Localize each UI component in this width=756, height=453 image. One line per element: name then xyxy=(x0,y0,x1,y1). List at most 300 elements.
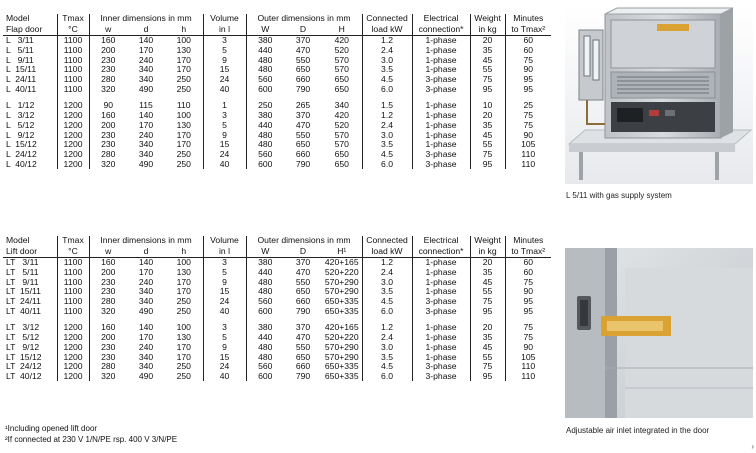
table-cell: 75 xyxy=(505,55,551,65)
table-cell: 470 xyxy=(295,119,311,130)
photo-caption-1: L 5/11 with gas supply system xyxy=(566,191,672,200)
table-cell: 340 xyxy=(138,296,154,307)
table-cell: 230 xyxy=(89,130,127,140)
table-cell: 105 xyxy=(505,140,551,150)
table-cell: 1200 xyxy=(57,111,89,121)
subhead-load: load kW xyxy=(362,247,412,258)
table-cell: 1-phase xyxy=(412,140,470,150)
table-cell: 480 xyxy=(246,140,284,150)
model-cell: L 24/11 xyxy=(6,74,37,85)
table-cell: 200 xyxy=(89,333,127,343)
table-cell: 95 xyxy=(470,372,505,382)
table-cell: 110 xyxy=(176,100,191,111)
table-cell: 1100 xyxy=(57,65,89,75)
table-cell: 1.2 xyxy=(362,36,412,46)
table-cell: 3.5 xyxy=(362,287,412,297)
table-cell: 110 xyxy=(505,159,551,169)
table-cell: 45 xyxy=(470,343,505,353)
lift-door-table-body xyxy=(3,258,551,382)
table-cell: 340 xyxy=(138,139,154,150)
photo-caption-2: Adjustable air inlet integrated in the door xyxy=(566,426,710,435)
table-cell: 1-phase xyxy=(412,65,470,75)
table-cell: 20 xyxy=(470,36,505,46)
model-cell: LT 9/12 xyxy=(6,341,40,352)
subhead-w: w xyxy=(89,25,127,36)
table-cell: 790 xyxy=(295,158,311,169)
model-cell: L 40/11 xyxy=(6,83,37,94)
table-cell: 9 xyxy=(203,343,246,353)
table-cell: 15 xyxy=(203,352,246,362)
table-cell: 340 xyxy=(138,64,154,75)
table-cell: 1.2 xyxy=(362,258,412,268)
table-cell: 1-phase xyxy=(412,277,470,287)
model-cell: LT 3/12 xyxy=(6,322,40,333)
table-cell: 520+220 xyxy=(324,267,359,278)
table-cell: 35 xyxy=(470,121,505,131)
air-inlet-photo xyxy=(565,248,753,418)
table-cell: 3-phase xyxy=(412,306,470,316)
model-cell: L 15/11 xyxy=(6,64,37,75)
subhead-volume-unit: in l xyxy=(203,247,246,258)
col-volume: Volume xyxy=(203,236,246,247)
table-cell: 2.4 xyxy=(362,121,412,131)
table-cell: 1100 xyxy=(57,287,89,297)
table-cell: 650 xyxy=(295,351,311,362)
col-tmax: Tmax xyxy=(57,236,89,247)
table-cell: 230 xyxy=(89,140,127,150)
subhead-H: H¹ xyxy=(322,247,362,258)
group-spacer xyxy=(3,94,551,101)
table-cell: 55 xyxy=(470,140,505,150)
table-cell: 520 xyxy=(334,119,349,130)
table-cell: 90 xyxy=(505,65,551,75)
table-cell: 95 xyxy=(470,159,505,169)
col-tmax: Tmax xyxy=(57,14,89,25)
table-cell: 3 xyxy=(203,258,246,268)
table-cell: 200 xyxy=(89,121,127,131)
table-cell: 440 xyxy=(246,46,284,56)
col-outer-dimensions: Outer dimensions in mm xyxy=(246,14,362,25)
table-cell: 240 xyxy=(138,341,154,352)
table-row xyxy=(3,130,551,140)
table-cell: 2.4 xyxy=(362,46,412,56)
table-cell: 3.5 xyxy=(362,65,412,75)
table-cell: 4.5 xyxy=(362,362,412,372)
subhead-unit: °C xyxy=(57,247,89,258)
table-row xyxy=(3,277,551,287)
table-cell: 1-phase xyxy=(412,323,470,333)
table-cell: 1100 xyxy=(57,258,89,268)
table-cell: 25 xyxy=(505,101,551,111)
table-cell: 340 xyxy=(138,361,154,372)
model-cell: L 15/12 xyxy=(6,139,37,150)
table-row xyxy=(3,65,551,75)
table-cell: 570 xyxy=(334,129,349,140)
subhead-D: D xyxy=(284,25,322,36)
table-cell: 95 xyxy=(505,306,551,316)
table-row xyxy=(3,268,551,278)
table-cell: 320 xyxy=(89,306,127,316)
table-cell: 90 xyxy=(505,130,551,140)
model-cell: LT 3/11 xyxy=(6,257,39,268)
table-cell: 1 xyxy=(203,101,246,111)
table-cell: 320 xyxy=(89,84,127,94)
table-cell: 9 xyxy=(203,130,246,140)
table-cell: 1100 xyxy=(57,75,89,85)
table-row xyxy=(3,84,551,94)
table-cell: 3-phase xyxy=(412,297,470,307)
table-cell: 140 xyxy=(138,322,154,333)
table-cell: 3-phase xyxy=(412,75,470,85)
model-cell: LT 15/12 xyxy=(6,351,42,362)
table-cell: 90 xyxy=(505,343,551,353)
table-cell: 75 xyxy=(505,323,551,333)
table-cell: 480 xyxy=(246,343,284,353)
table-cell: 340 xyxy=(138,148,154,159)
table-cell: 440 xyxy=(246,333,284,343)
table-cell: 170 xyxy=(176,139,191,150)
table-cell: 24 xyxy=(203,362,246,372)
table-row xyxy=(3,55,551,65)
table-cell: 3.0 xyxy=(362,277,412,287)
table-cell: 560 xyxy=(246,150,284,160)
table-cell: 55 xyxy=(470,352,505,362)
table-cell: 660 xyxy=(295,74,311,85)
flap-door-table-body xyxy=(3,36,551,169)
table-cell: 4.5 xyxy=(362,150,412,160)
table-cell: 40 xyxy=(203,306,246,316)
table-cell: 160 xyxy=(89,36,127,46)
table-cell: 170 xyxy=(176,351,191,362)
table-cell: 35 xyxy=(470,268,505,278)
table-cell: 420 xyxy=(334,35,349,46)
table-cell: 650 xyxy=(295,139,311,150)
table-cell: 480 xyxy=(246,287,284,297)
table-cell: 380 xyxy=(246,323,284,333)
table-cell: 1-phase xyxy=(412,46,470,56)
table-cell: 75 xyxy=(505,277,551,287)
table-cell: 90 xyxy=(89,101,127,111)
table-cell: 1-phase xyxy=(412,36,470,46)
table-cell: 1-phase xyxy=(412,343,470,353)
table-cell: 1200 xyxy=(57,159,89,169)
table-cell: 790 xyxy=(295,305,311,316)
table-cell: 15 xyxy=(203,140,246,150)
table-row xyxy=(3,150,551,160)
table-cell: 5 xyxy=(203,333,246,343)
table-row xyxy=(3,46,551,56)
footnotes xyxy=(5,423,177,445)
table-cell: 600 xyxy=(246,372,284,382)
col-connected: Connected xyxy=(362,14,412,25)
table-cell: 170 xyxy=(138,267,154,278)
table-cell: 660 xyxy=(295,148,311,159)
table-row xyxy=(3,121,551,131)
table-cell: 520 xyxy=(334,45,349,56)
table-cell: 3-phase xyxy=(412,362,470,372)
table-cell: 1200 xyxy=(57,362,89,372)
subhead-W: W xyxy=(246,247,284,258)
table-row xyxy=(3,343,551,353)
table-cell: 1100 xyxy=(57,268,89,278)
table-cell: 230 xyxy=(89,352,127,362)
table-cell: 470 xyxy=(295,267,311,278)
table-cell: 75 xyxy=(505,111,551,121)
table-cell: 3-phase xyxy=(412,84,470,94)
table-cell: 130 xyxy=(176,119,191,130)
table-cell: 650 xyxy=(295,286,311,297)
table-cell: 24 xyxy=(203,297,246,307)
table-cell: 2.4 xyxy=(362,268,412,278)
furnace-gas-supply-photo xyxy=(565,6,753,184)
table-cell: 1100 xyxy=(57,277,89,287)
table-cell: 3.0 xyxy=(362,130,412,140)
table-cell: 3-phase xyxy=(412,150,470,160)
col-inner-dimensions: Inner dimensions in mm xyxy=(89,236,203,247)
subhead-H: H xyxy=(322,25,362,36)
model-cell: L 9/11 xyxy=(6,54,34,65)
col-connected: Connected xyxy=(362,236,412,247)
table-cell: 560 xyxy=(246,297,284,307)
table-cell: 570+290 xyxy=(324,276,359,287)
table-cell: 45 xyxy=(470,55,505,65)
model-cell: LT 24/12 xyxy=(6,361,42,372)
table-cell: 250 xyxy=(176,296,191,307)
table-cell: 110 xyxy=(505,372,551,382)
table-row xyxy=(3,36,551,46)
table-cell: 9 xyxy=(203,277,246,287)
table-cell: 3 xyxy=(203,36,246,46)
table-cell: 370 xyxy=(295,322,311,333)
table-row xyxy=(3,287,551,297)
table-cell: 6.0 xyxy=(362,84,412,94)
model-cell: LT 15/11 xyxy=(6,286,41,297)
table-cell: 170 xyxy=(176,54,191,65)
table-cell: 240 xyxy=(138,54,154,65)
table-row xyxy=(3,159,551,169)
subhead-volume-unit: in l xyxy=(203,25,246,36)
table-cell: 115 xyxy=(139,100,153,111)
table-cell: 1200 xyxy=(57,352,89,362)
table-cell: 250 xyxy=(176,148,191,159)
table-cell: 570 xyxy=(334,64,349,75)
table-cell: 200 xyxy=(89,268,127,278)
table-cell: 1200 xyxy=(57,150,89,160)
table-cell: 110 xyxy=(505,150,551,160)
header-row-2 xyxy=(3,25,551,36)
col-outer-dimensions: Outer dimensions in mm xyxy=(246,236,362,247)
table-cell: 95 xyxy=(505,84,551,94)
table-cell: 160 xyxy=(89,323,127,333)
subhead-kg: in kg xyxy=(470,247,505,258)
table-cell: 170 xyxy=(176,341,191,352)
lift-door-spec-table xyxy=(3,236,551,381)
table-cell: 45 xyxy=(470,130,505,140)
table-cell: 45 xyxy=(470,277,505,287)
table-row xyxy=(3,111,551,121)
table-cell: 1-phase xyxy=(412,130,470,140)
table-cell: 490 xyxy=(138,370,154,381)
footnote-1: ¹Including opened lift door xyxy=(5,424,98,433)
table-cell: 170 xyxy=(176,276,191,287)
table-cell: 1200 xyxy=(57,372,89,382)
subhead-d: d xyxy=(127,247,165,258)
model-cell: LT 24/11 xyxy=(6,296,41,307)
table-row xyxy=(3,352,551,362)
table-cell: 140 xyxy=(138,257,154,268)
table-cell: 230 xyxy=(89,277,127,287)
table-cell: 1-phase xyxy=(412,101,470,111)
table-cell: 1-phase xyxy=(412,55,470,65)
table-cell: 75 xyxy=(505,121,551,131)
table-cell: 4.5 xyxy=(362,75,412,85)
model-cell: L 40/12 xyxy=(6,158,37,169)
table-cell: 490 xyxy=(138,305,154,316)
table-cell: 370 xyxy=(295,110,311,121)
table-cell: 20 xyxy=(470,111,505,121)
table-cell: 240 xyxy=(138,276,154,287)
model-cell: L 3/12 xyxy=(6,110,35,121)
table-cell: 170 xyxy=(176,286,191,297)
table-cell: 95 xyxy=(470,84,505,94)
table-cell: 650+335 xyxy=(324,370,359,381)
table-cell: 3-phase xyxy=(412,159,470,169)
table-cell: 250 xyxy=(176,158,191,169)
table-row xyxy=(3,258,551,268)
table-cell: 1200 xyxy=(57,101,89,111)
table-cell: 160 xyxy=(89,111,127,121)
model-cell: L 9/12 xyxy=(6,129,35,140)
table-row xyxy=(3,297,551,307)
table-cell: 1200 xyxy=(57,323,89,333)
table-cell: 24 xyxy=(203,75,246,85)
table-cell: 280 xyxy=(89,150,127,160)
table-row xyxy=(3,101,551,111)
table-cell: 570+290 xyxy=(324,341,359,352)
col-minutes: Minutes xyxy=(505,14,551,25)
table-cell: 370 xyxy=(295,257,311,268)
table-cell: 340 xyxy=(138,74,154,85)
table-cell: 15 xyxy=(203,287,246,297)
table-cell: 75 xyxy=(470,150,505,160)
table-cell: 570+290 xyxy=(324,286,359,297)
model-cell: LT 5/11 xyxy=(6,267,39,278)
table-cell: 570+290 xyxy=(324,351,359,362)
table-cell: 100 xyxy=(176,110,191,121)
table-cell: 170 xyxy=(176,64,191,75)
table-cell: 650+335 xyxy=(324,305,359,316)
subhead-kg: in kg xyxy=(470,25,505,36)
table-cell: 15 xyxy=(203,65,246,75)
table-cell: 3.0 xyxy=(362,343,412,353)
table-row xyxy=(3,75,551,85)
table-cell: 490 xyxy=(138,158,154,169)
table-cell: 380 xyxy=(246,258,284,268)
table-cell: 480 xyxy=(246,130,284,140)
table-cell: 600 xyxy=(246,84,284,94)
table-cell: 40 xyxy=(203,372,246,382)
table-cell: 60 xyxy=(505,36,551,46)
table-cell: 1-phase xyxy=(412,333,470,343)
table-cell: 75 xyxy=(470,297,505,307)
table-cell: 105 xyxy=(505,352,551,362)
subhead-unit: °C xyxy=(57,25,89,36)
table-cell: 40 xyxy=(203,84,246,94)
subhead-door: Lift door xyxy=(3,247,57,258)
table-cell: 1100 xyxy=(57,306,89,316)
table-cell: 250 xyxy=(176,361,191,372)
table-cell: 1100 xyxy=(57,46,89,56)
col-model: Model xyxy=(6,13,30,23)
table-cell: 5 xyxy=(203,46,246,56)
table-cell: 470 xyxy=(295,332,311,343)
table-cell: 140 xyxy=(138,35,154,46)
table-cell: 600 xyxy=(246,159,284,169)
table-cell: 650 xyxy=(334,158,349,169)
table-cell: 130 xyxy=(176,45,191,56)
col-electrical: Electrical xyxy=(412,14,470,25)
table-cell: 40 xyxy=(203,159,246,169)
table-cell: 340 xyxy=(138,351,154,362)
table-row xyxy=(3,306,551,316)
model-cell: LT 40/12 xyxy=(6,370,42,381)
table-cell: 110 xyxy=(505,362,551,372)
table-cell: 380 xyxy=(246,36,284,46)
header-row-2 xyxy=(3,247,551,258)
subhead-h: h xyxy=(165,25,203,36)
table-cell: 550 xyxy=(295,129,311,140)
table-cell: 1200 xyxy=(57,130,89,140)
header-row-1 xyxy=(3,14,551,25)
table-cell: 240 xyxy=(138,129,154,140)
group-spacer xyxy=(3,316,551,323)
table-cell: 1.2 xyxy=(362,323,412,333)
table-cell: 60 xyxy=(505,268,551,278)
table-cell: 480 xyxy=(246,65,284,75)
col-minutes: Minutes xyxy=(505,236,551,247)
table-cell: 1-phase xyxy=(412,352,470,362)
table-cell: 5 xyxy=(203,121,246,131)
table-cell: 20 xyxy=(470,258,505,268)
table-cell: 380 xyxy=(246,111,284,121)
table-cell: 1.2 xyxy=(362,111,412,121)
subhead-connection: connection* xyxy=(412,247,470,258)
table-cell: 55 xyxy=(470,287,505,297)
model-cell: LT 40/11 xyxy=(6,305,41,316)
table-cell: 600 xyxy=(246,306,284,316)
subhead-connection: connection* xyxy=(412,25,470,36)
table-cell: 1100 xyxy=(57,84,89,94)
table-cell: 230 xyxy=(89,55,127,65)
table-cell: 570 xyxy=(334,139,349,150)
table-cell: 550 xyxy=(295,341,311,352)
table-cell: 2.4 xyxy=(362,333,412,343)
table-cell: 230 xyxy=(89,287,127,297)
table-cell: 470 xyxy=(295,45,311,56)
table-cell: 75 xyxy=(470,362,505,372)
table-cell: 650+335 xyxy=(324,296,359,307)
subhead-D: D xyxy=(284,247,322,258)
col-volume: Volume xyxy=(203,14,246,25)
table-cell: 230 xyxy=(89,343,127,353)
table-cell: 230 xyxy=(89,65,127,75)
table-cell: 170 xyxy=(138,45,154,56)
subhead-w: w xyxy=(89,247,127,258)
table-cell: 570 xyxy=(334,54,349,65)
table-cell: 100 xyxy=(176,35,191,46)
table-row xyxy=(3,140,551,150)
table-row xyxy=(3,323,551,333)
